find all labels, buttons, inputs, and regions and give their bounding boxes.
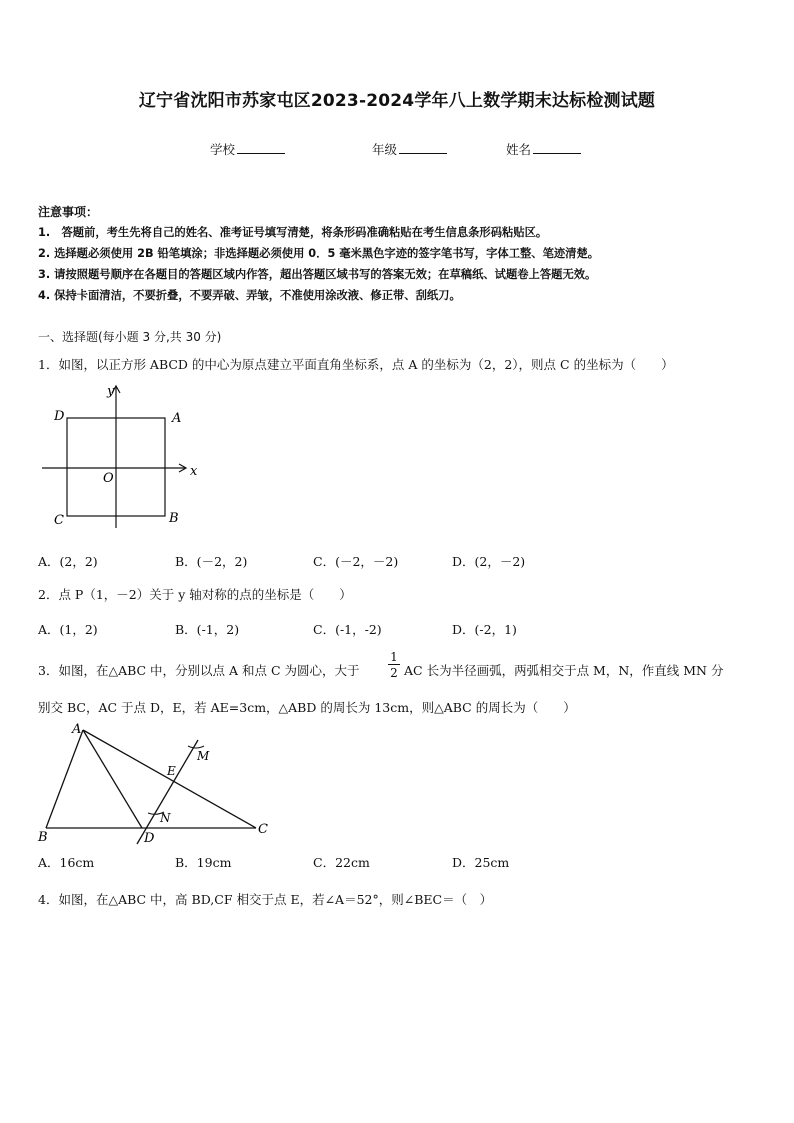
grade-label: 年级 bbox=[372, 142, 398, 157]
question-1-option: B．(－2，2) bbox=[175, 554, 248, 569]
note-item: 4. 保持卡面清洁，不要折叠，不要弄破、弄皱，不准使用涂改液、修正带、刮纸刀。 bbox=[38, 289, 461, 302]
label-c: C bbox=[54, 513, 64, 528]
question-1-stem: 1．如图，以正方形 ABCD 的中心为原点建立平面直角坐标系，点 A 的坐标为（2，2），则点 C 的坐标为（ ） bbox=[38, 357, 674, 372]
note-item: 1. 答题前，考生先将自己的姓名、准考证号填写清楚，将条形码准确粘贴在考生信息条形码粘贴区。 bbox=[38, 226, 548, 239]
grade-blank bbox=[399, 141, 447, 154]
section-title: 一、选择题(每小题 3 分,共 30 分) bbox=[38, 330, 222, 344]
label-o: O bbox=[103, 471, 114, 486]
question-1-option: A．(2，2) bbox=[38, 554, 98, 569]
label-b: B bbox=[169, 511, 179, 526]
notes-heading: 注意事项： bbox=[38, 205, 99, 219]
question-2-option: D．(-2，1) bbox=[452, 622, 517, 637]
label-c: C bbox=[258, 822, 268, 837]
label-m: M bbox=[197, 749, 210, 763]
label-d: D bbox=[144, 831, 155, 846]
label-e: E bbox=[167, 764, 176, 778]
label-d: D bbox=[54, 409, 65, 424]
fraction-denominator: 2 bbox=[390, 666, 398, 680]
name-blank bbox=[533, 141, 581, 154]
segment-ab bbox=[46, 730, 83, 828]
question-2-stem: 2．点 P（1，－2）关于 y 轴对称的点的坐标是（ ） bbox=[38, 587, 352, 602]
segment-ad bbox=[83, 730, 142, 828]
question-3-option: A．16cm bbox=[38, 855, 95, 870]
question-3-figure bbox=[36, 720, 276, 848]
note-item: 3. 请按照题号顺序在各题目的答题区域内作答，超出答题区域书写的答案无效；在草稿纸、试题卷上答题无效。 bbox=[38, 268, 597, 281]
question-3-option: D．25cm bbox=[452, 855, 510, 870]
question-3-stem-part2: AC 长为半径画弧，两弧相交于点 M，N，作直线 MN 分 bbox=[404, 663, 724, 678]
note-item: 2. 选择题必须使用 2B 铅笔填涂；非选择题必须使用 0．5 毫米黑色字迹的签字笔书写，字体工整、笔迹清楚。 bbox=[38, 247, 600, 260]
question-1-figure bbox=[38, 380, 208, 535]
question-2-option: B．(-1，2) bbox=[175, 622, 240, 637]
question-3-option: B．19cm bbox=[175, 855, 232, 870]
name-field bbox=[506, 140, 581, 158]
name-label: 姓名 bbox=[506, 142, 532, 157]
label-a: A bbox=[172, 411, 182, 426]
label-b: B bbox=[38, 830, 48, 845]
grade-field bbox=[372, 140, 447, 158]
label-y: y bbox=[107, 384, 115, 399]
question-4-stem: 4．如图，在△ABC 中，高 BD,CF 相交于点 E，若∠A＝52°，则∠BEC＝（ ） bbox=[38, 892, 493, 907]
fraction-numerator: 1 bbox=[388, 651, 400, 665]
question-2-option: A．(1，2) bbox=[38, 622, 98, 637]
question-3-stem-line2: 别交 BC，AC 于点 D，E，若 AE=3cm，△ABD 的周长为 13cm，则△ABC 的周长为（ ） bbox=[38, 700, 576, 715]
school-label: 学校 bbox=[210, 142, 236, 157]
question-3-stem-part1: 3．如图，在△ABC 中，分别以点 A 和点 C 为圆心，大于 bbox=[38, 663, 360, 678]
arc-m bbox=[188, 746, 204, 748]
school-field bbox=[210, 140, 285, 158]
page-title: 辽宁省沈阳市苏家屯区2023-2024学年八上数学期末达标检测试题 bbox=[138, 91, 656, 111]
question-2-option: C．(-1，-2) bbox=[313, 622, 382, 637]
question-1-option: C．(－2，－2) bbox=[313, 554, 399, 569]
label-n: N bbox=[160, 811, 171, 825]
school-blank bbox=[237, 141, 285, 154]
question-1-option: D．(2，－2) bbox=[452, 554, 526, 569]
question-3-option: C．22cm bbox=[313, 855, 370, 870]
label-x: x bbox=[190, 464, 198, 479]
label-a: A bbox=[72, 722, 82, 737]
